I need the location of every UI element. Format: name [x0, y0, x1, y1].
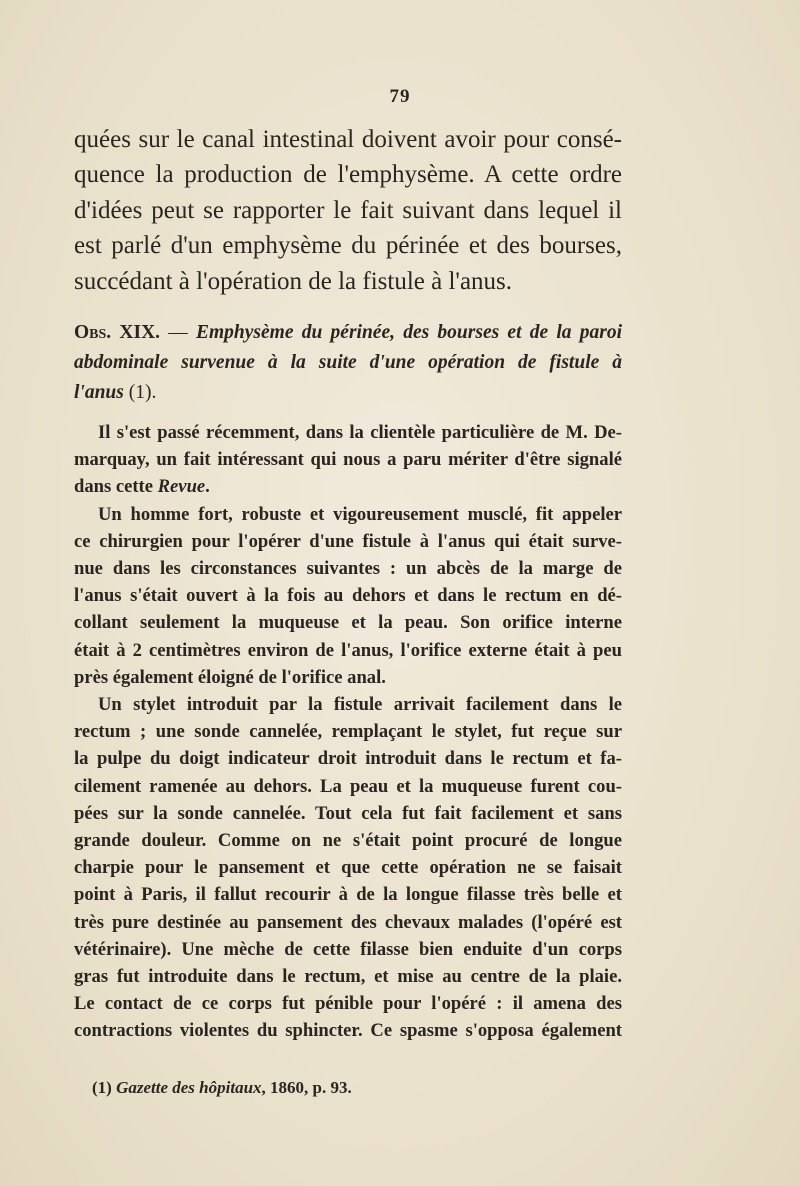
observation-title: Emphysème du périnée, des bourses et de la paroi: [196, 322, 623, 343]
text-line: marquay, un fait intéressant qui nous a paru mériter d'être signalé: [74, 449, 622, 471]
text-line: vétérinaire). Une mèche de cette filasse bien enduite d'un corps: [74, 938, 622, 960]
intro-paragraph: [74, 122, 622, 299]
text-line: quées sur le canal intestinal doivent avoir pour consé-: [74, 126, 622, 153]
text-line: était à 2 centimètres environ de l'anus, l'orifice externe était à peu: [74, 639, 622, 661]
observation-label: Obs. XIX.: [74, 322, 161, 343]
text-line: contractions violentes du sphincter. Ce spasme s'opposa également: [74, 1020, 622, 1042]
heading-line: l'anus (1).: [74, 382, 157, 403]
text-line: grande douleur. Comme on ne s'était point procuré de longue: [74, 830, 622, 852]
footnote-source: Gazette des hôpitaux: [116, 1078, 262, 1097]
text-line: ce chirurgien pour l'opérer d'une fistule à l'anus qui était surve-: [74, 530, 622, 552]
text-line: collant seulement la muqueuse et la peau. Son orifice interne: [74, 612, 622, 634]
heading-dash: —: [160, 322, 196, 343]
text-line: d'idées peut se rapporter le fait suivant dans lequel il: [74, 196, 622, 224]
text-line: Le contact de ce corps fut pénible pour l'opéré : il amena des: [74, 993, 622, 1015]
text-line: charpie pour le pansement et que cette opération ne se faisait: [74, 857, 622, 879]
text-line: la pulpe du doigt indicateur droit introduit dans le rectum et fa-: [74, 748, 622, 770]
observation-body: [74, 419, 622, 1045]
page-number: 79: [389, 86, 411, 107]
text-line: près également éloigné de l'orifice anal.: [74, 666, 386, 688]
heading-line: abdominale survenue à la suite d'une opération de fistule à: [74, 352, 622, 373]
text-line: Un homme fort, robuste et vigoureusement musclé, fit appeler: [98, 503, 622, 525]
text-line: dans cette Revue.: [74, 476, 210, 498]
text-line: très pure destinée au pansement des chevaux malades (l'opéré est: [74, 911, 622, 933]
text-line: gras fut introduite dans le rectum, et mise au centre de la plaie.: [74, 966, 622, 988]
heading-line: [74, 318, 622, 348]
footnote-marker: (1): [92, 1078, 117, 1097]
text-line: pées sur la sonde cannelée. Tout cela fut fait facilement et sans: [74, 802, 622, 824]
text-line: quence la production de l'emphysème. A cette ordre: [74, 161, 622, 189]
text-line: nue dans les circonstances suivantes : un abcès de la marge de: [74, 558, 622, 580]
text-line: cilement ramenée au dehors. La peau et la muqueuse furent cou-: [74, 775, 622, 797]
text-line: succédant à l'opération de la fistule à l'anus.: [74, 267, 513, 295]
text-line: Un stylet introduit par la fistule arrivait facilement dans le: [98, 694, 622, 716]
text-line: Il s'est passé récemment, dans la clientèle particulière de M. De-: [98, 422, 622, 443]
text-line: point à Paris, il fallut recourir à de la longue filasse très belle et: [74, 884, 622, 906]
text-line: l'anus s'était ouvert à la fois au dehors et dans le rectum en dé-: [74, 585, 622, 607]
observation-heading: [74, 318, 622, 408]
footnote-citation: , 1860, p. 93.: [261, 1078, 352, 1097]
text-line: rectum ; une sonde cannelée, remplaçant le stylet, fut reçue sur: [74, 721, 622, 743]
footnote: [92, 1078, 632, 1098]
text-line: est parlé d'un emphysème du périnée et des bourses,: [74, 232, 622, 260]
